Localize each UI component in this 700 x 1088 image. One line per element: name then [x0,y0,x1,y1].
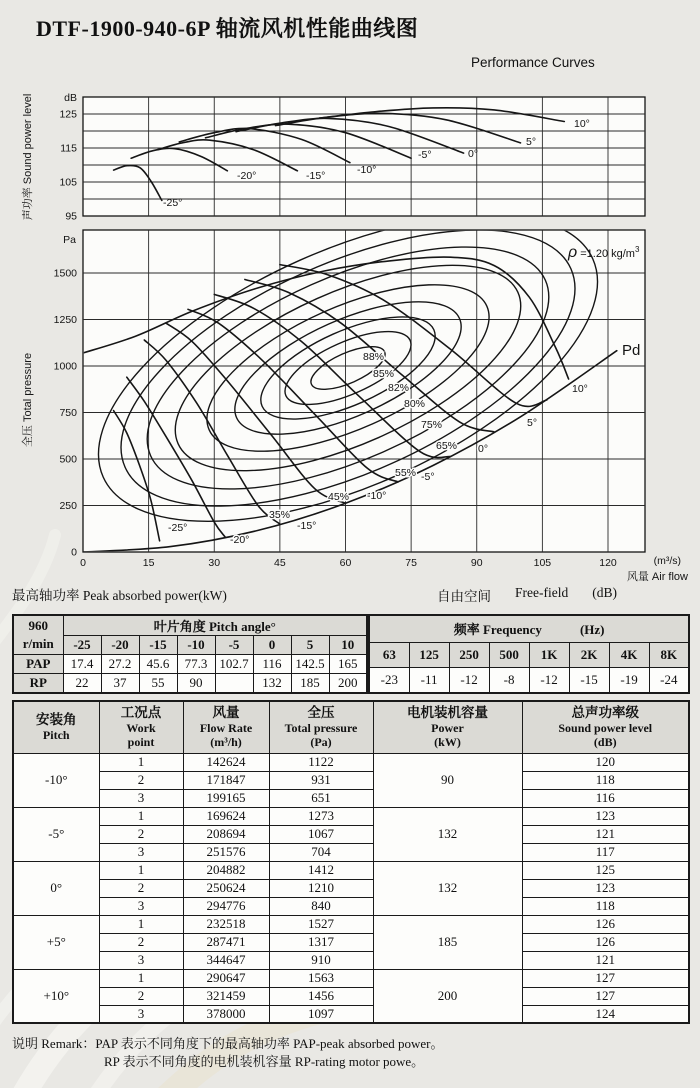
x-tick: 45 [274,557,286,569]
freq-correction-row [369,667,689,692]
pitch-angle: -25 [63,636,101,655]
pitch-curve-label: 5° [527,417,538,429]
rp-value [215,674,253,693]
pressure-y-axis-label: 全压 Total pressure [22,352,34,448]
total-pressure: 704 [269,843,373,861]
freq-correction: -8 [489,667,529,692]
x-tick: 15 [142,557,155,569]
flow-rate: 142624 [183,753,269,771]
page-title: DTF-1900-940-6P 轴流风机性能曲线图 [36,16,419,41]
power-cell: 185 [373,915,522,969]
total-pressure: 1456 [269,987,373,1005]
work-point-row [13,843,689,861]
sound-curve-label: 10° [574,118,590,130]
total-pressure: 840 [269,897,373,915]
x-tick: 90 [470,557,483,569]
sound-power-level: 121 [522,825,689,843]
work-point-row [13,897,689,915]
flow-rate: 294776 [183,897,269,915]
pitch-curve-label: -5° [421,471,435,483]
efficiency-label: 75% [421,419,443,431]
freq-correction: -12 [529,667,569,692]
sound-curve-label: -15° [306,170,326,182]
y-tick: 0 [71,546,77,559]
total-pressure: 1122 [269,753,373,771]
pap-value: 27.2 [101,655,139,674]
frequency-table [368,614,690,694]
pitch-cell: -5° [13,807,99,861]
x-tick: 105 [533,557,552,569]
efficiency-label: 88% [363,351,385,363]
pitch-angle: 10 [329,636,367,655]
freq-values-header-row [369,642,689,667]
work-point-row [13,771,689,789]
rp-row [13,674,367,693]
flow-rate: 199165 [183,789,269,807]
pitch-cell: 0° [13,861,99,915]
freq-correction: -12 [449,667,489,692]
remark-line-2: RP 表示不同角度的电机装机容量 RP-rating motor powe。 [104,1054,425,1069]
flow-rate: 171847 [183,771,269,789]
sound-power-level: 123 [522,879,689,897]
free-field-label [437,585,617,605]
freq-correction: -24 [649,667,689,692]
sound-curve-label: 5° [526,136,537,148]
work-point-row [13,825,689,843]
flow-rate: 169624 [183,807,269,825]
total-pressure: 651 [269,789,373,807]
column-header: 安装角 Pitch [13,701,99,753]
power-cell: 132 [373,861,522,915]
rpm-cell: 960 r/min [13,615,63,655]
pap-value: 165 [329,655,367,674]
freq-correction: -11 [409,667,449,692]
pitch-angle-header: 叶片角度 Pitch angle° [63,615,367,636]
y-tick: 1500 [53,267,77,280]
work-point-row [13,951,689,969]
work-point: 1 [99,807,183,825]
x-tick: 0 [80,557,86,569]
flow-rate: 204882 [183,861,269,879]
work-point-row [13,861,689,879]
pap-label: PAP [13,655,63,674]
performance-curves-label: Performance Curves [471,55,595,70]
sound-curve-label: -5° [418,149,432,161]
efficiency-label: 85% [373,368,395,380]
total-pressure: 1317 [269,933,373,951]
frequency: 1K [529,642,569,667]
pitch-angle: -20 [101,636,139,655]
total-pressure: 1210 [269,879,373,897]
x-axis-label: 风量 Air flow [626,571,688,583]
rp-value: 90 [177,674,215,693]
work-point: 3 [99,843,183,861]
sound-curve-label: -10° [357,164,377,176]
work-point: 2 [99,825,183,843]
sound-power-level: 123 [522,807,689,825]
work-point-row [13,987,689,1005]
work-point-row [13,1005,689,1023]
pitch-curve-label: 10° [572,383,588,395]
work-point: 2 [99,771,183,789]
pap-value: 45.6 [139,655,177,674]
work-point: 1 [99,969,183,987]
freq-correction: -23 [369,667,409,692]
pitch-curve-label: -15° [297,520,317,532]
sound-curve-label: 0° [468,148,479,160]
main-table-header-row [13,701,689,753]
efficiency-label: 82% [388,382,410,394]
pitch-curve-label: -25° [168,522,188,534]
x-tick: 75 [405,557,417,569]
work-point: 1 [99,915,183,933]
y-tick: 1250 [53,314,77,326]
frequency: 250 [449,642,489,667]
efficiency-label: 45% [328,491,350,503]
remark-line-1: 说明 Remark：PAP 表示不同角度下的最高轴功率 PAP-peak absorbed power。 [12,1036,444,1051]
x-tick: 120 [599,557,617,569]
pitch-angle: -10 [177,636,215,655]
air-density-annotation: ρ =1.20 $kg/m^3$ [568,244,640,261]
work-point-row [13,807,689,825]
flow-rate: 208694 [183,825,269,843]
efficiency-label: 55% [395,467,417,479]
free-field-en: Free-field [515,585,569,600]
sound-power-level: 126 [522,915,689,933]
sound-y-axis-label: 声功率 Sound power level [22,93,34,221]
sound-curve-label: -20° [237,170,257,182]
work-point: 2 [99,879,183,897]
pitch-frequency-tables [12,614,688,694]
sound-power-level: 124 [522,1005,689,1023]
column-header: 全压 Total pressure (Pa) [269,701,373,753]
sound-power-level: 118 [522,897,689,915]
column-header: 电机装机容量 Power (kW) [373,701,522,753]
efficiency-label: 65% [436,440,458,452]
flow-rate: 321459 [183,987,269,1005]
pitch-angle: 0 [253,636,291,655]
sound-power-level: 116 [522,789,689,807]
power-cell: 200 [373,969,522,1023]
frequency: 4K [609,642,649,667]
sound-power-level: 127 [522,969,689,987]
y-unit: Pa [63,234,76,246]
operating-points-table [12,700,690,1024]
pitch-cell: -10° [13,753,99,807]
frequency: 2K [569,642,609,667]
frequency-header: 频率 Frequency (Hz) [369,615,689,642]
y-tick: 125 [59,108,77,121]
power-cell: 90 [373,753,522,807]
total-pressure: 1097 [269,1005,373,1023]
total-pressure: 1527 [269,915,373,933]
pitch-angle: -15 [139,636,177,655]
sound-power-chart [20,92,645,223]
rp-value: 37 [101,674,139,693]
total-pressure: 910 [269,951,373,969]
rp-value: 200 [329,674,367,693]
remark [12,1035,444,1071]
work-point-row [13,969,689,987]
y-tick: 1000 [53,360,77,373]
pitch-table-header-row [13,615,367,636]
rp-label: RP [13,674,63,693]
flow-rate: 232518 [183,915,269,933]
work-point: 3 [99,897,183,915]
work-point: 1 [99,753,183,771]
freq-table-header-row [369,615,689,642]
total-pressure: 1412 [269,861,373,879]
x-unit: (m³/s) [653,555,681,567]
flow-rate: 287471 [183,933,269,951]
column-header: 风量 Flow Rate (m³/h) [183,701,269,753]
work-point: 3 [99,789,183,807]
pitch-curve-label: -10° [367,490,387,502]
flow-rate: 378000 [183,1005,269,1023]
work-point-row [13,753,689,771]
rp-value: 22 [63,674,101,693]
pitch-angle: -5 [215,636,253,655]
work-point: 1 [99,861,183,879]
pd-label: Pd [622,342,641,359]
flow-rate: 344647 [183,951,269,969]
sound-power-level: 117 [522,843,689,861]
work-point-row [13,915,689,933]
x-tick: 30 [208,557,221,569]
rp-value: 55 [139,674,177,693]
sound-power-level: 127 [522,987,689,1005]
freq-correction: -15 [569,667,609,692]
sound-power-level: 125 [522,861,689,879]
total-pressure: 1067 [269,825,373,843]
sound-power-level: 121 [522,951,689,969]
pressure-chart-frame [83,230,645,552]
column-header: 工况点 Work point [99,701,183,753]
pitch-angle-table [12,614,368,694]
work-point-row [13,879,689,897]
y-tick: 105 [59,176,77,189]
frequency: 125 [409,642,449,667]
pap-value: 102.7 [215,655,253,674]
work-point: 2 [99,987,183,1005]
sound-power-level: 126 [522,933,689,951]
frequency: 63 [369,642,409,667]
pap-row [13,655,367,674]
y-tick: 115 [60,142,77,155]
y-unit: dB [64,92,77,104]
y-tick: 750 [59,407,77,419]
column-header: 总声功率级 Sound power level (dB) [522,701,689,753]
sound-power-level: 118 [522,771,689,789]
total-pressure: 931 [269,771,373,789]
work-point-row [13,933,689,951]
sound-curve-label: -25° [163,197,183,209]
freq-correction: -19 [609,667,649,692]
total-pressure: 1563 [269,969,373,987]
power-cell: 132 [373,807,522,861]
pap-value: 116 [253,655,291,674]
rp-value: 185 [291,674,329,693]
work-point-row [13,789,689,807]
frequency: 500 [489,642,529,667]
pap-value: 17.4 [63,655,101,674]
sound-power-level: 120 [522,753,689,771]
pitch-curve-label: 0° [478,443,489,455]
y-tick: 500 [59,453,77,466]
peak-power-label: 最高轴功率 Peak absorbed power(kW) [12,588,227,603]
y-tick: 95 [65,210,77,223]
work-point: 3 [99,1005,183,1023]
free-field-unit: (dB) [592,585,617,600]
frequency: 8K [649,642,689,667]
efficiency-label: 35% [269,509,291,521]
total-pressure: 1273 [269,807,373,825]
flow-rate: 250624 [183,879,269,897]
pitch-curve-label: -20° [230,534,250,546]
pap-value: 142.5 [291,655,329,674]
flow-rate: 290647 [183,969,269,987]
y-tick: 250 [59,500,77,512]
pitch-cell: +10° [13,969,99,1023]
work-point: 2 [99,933,183,951]
efficiency-label: 80% [404,398,426,410]
flow-rate: 251576 [183,843,269,861]
rp-value: 132 [253,674,291,693]
work-point: 3 [99,951,183,969]
pap-value: 77.3 [177,655,215,674]
x-tick: 60 [339,557,352,569]
pitch-cell: +5° [13,915,99,969]
free-field-cn: 自由空间 [437,589,491,604]
pitch-angles-row [13,636,367,655]
pitch-angle: 5 [291,636,329,655]
